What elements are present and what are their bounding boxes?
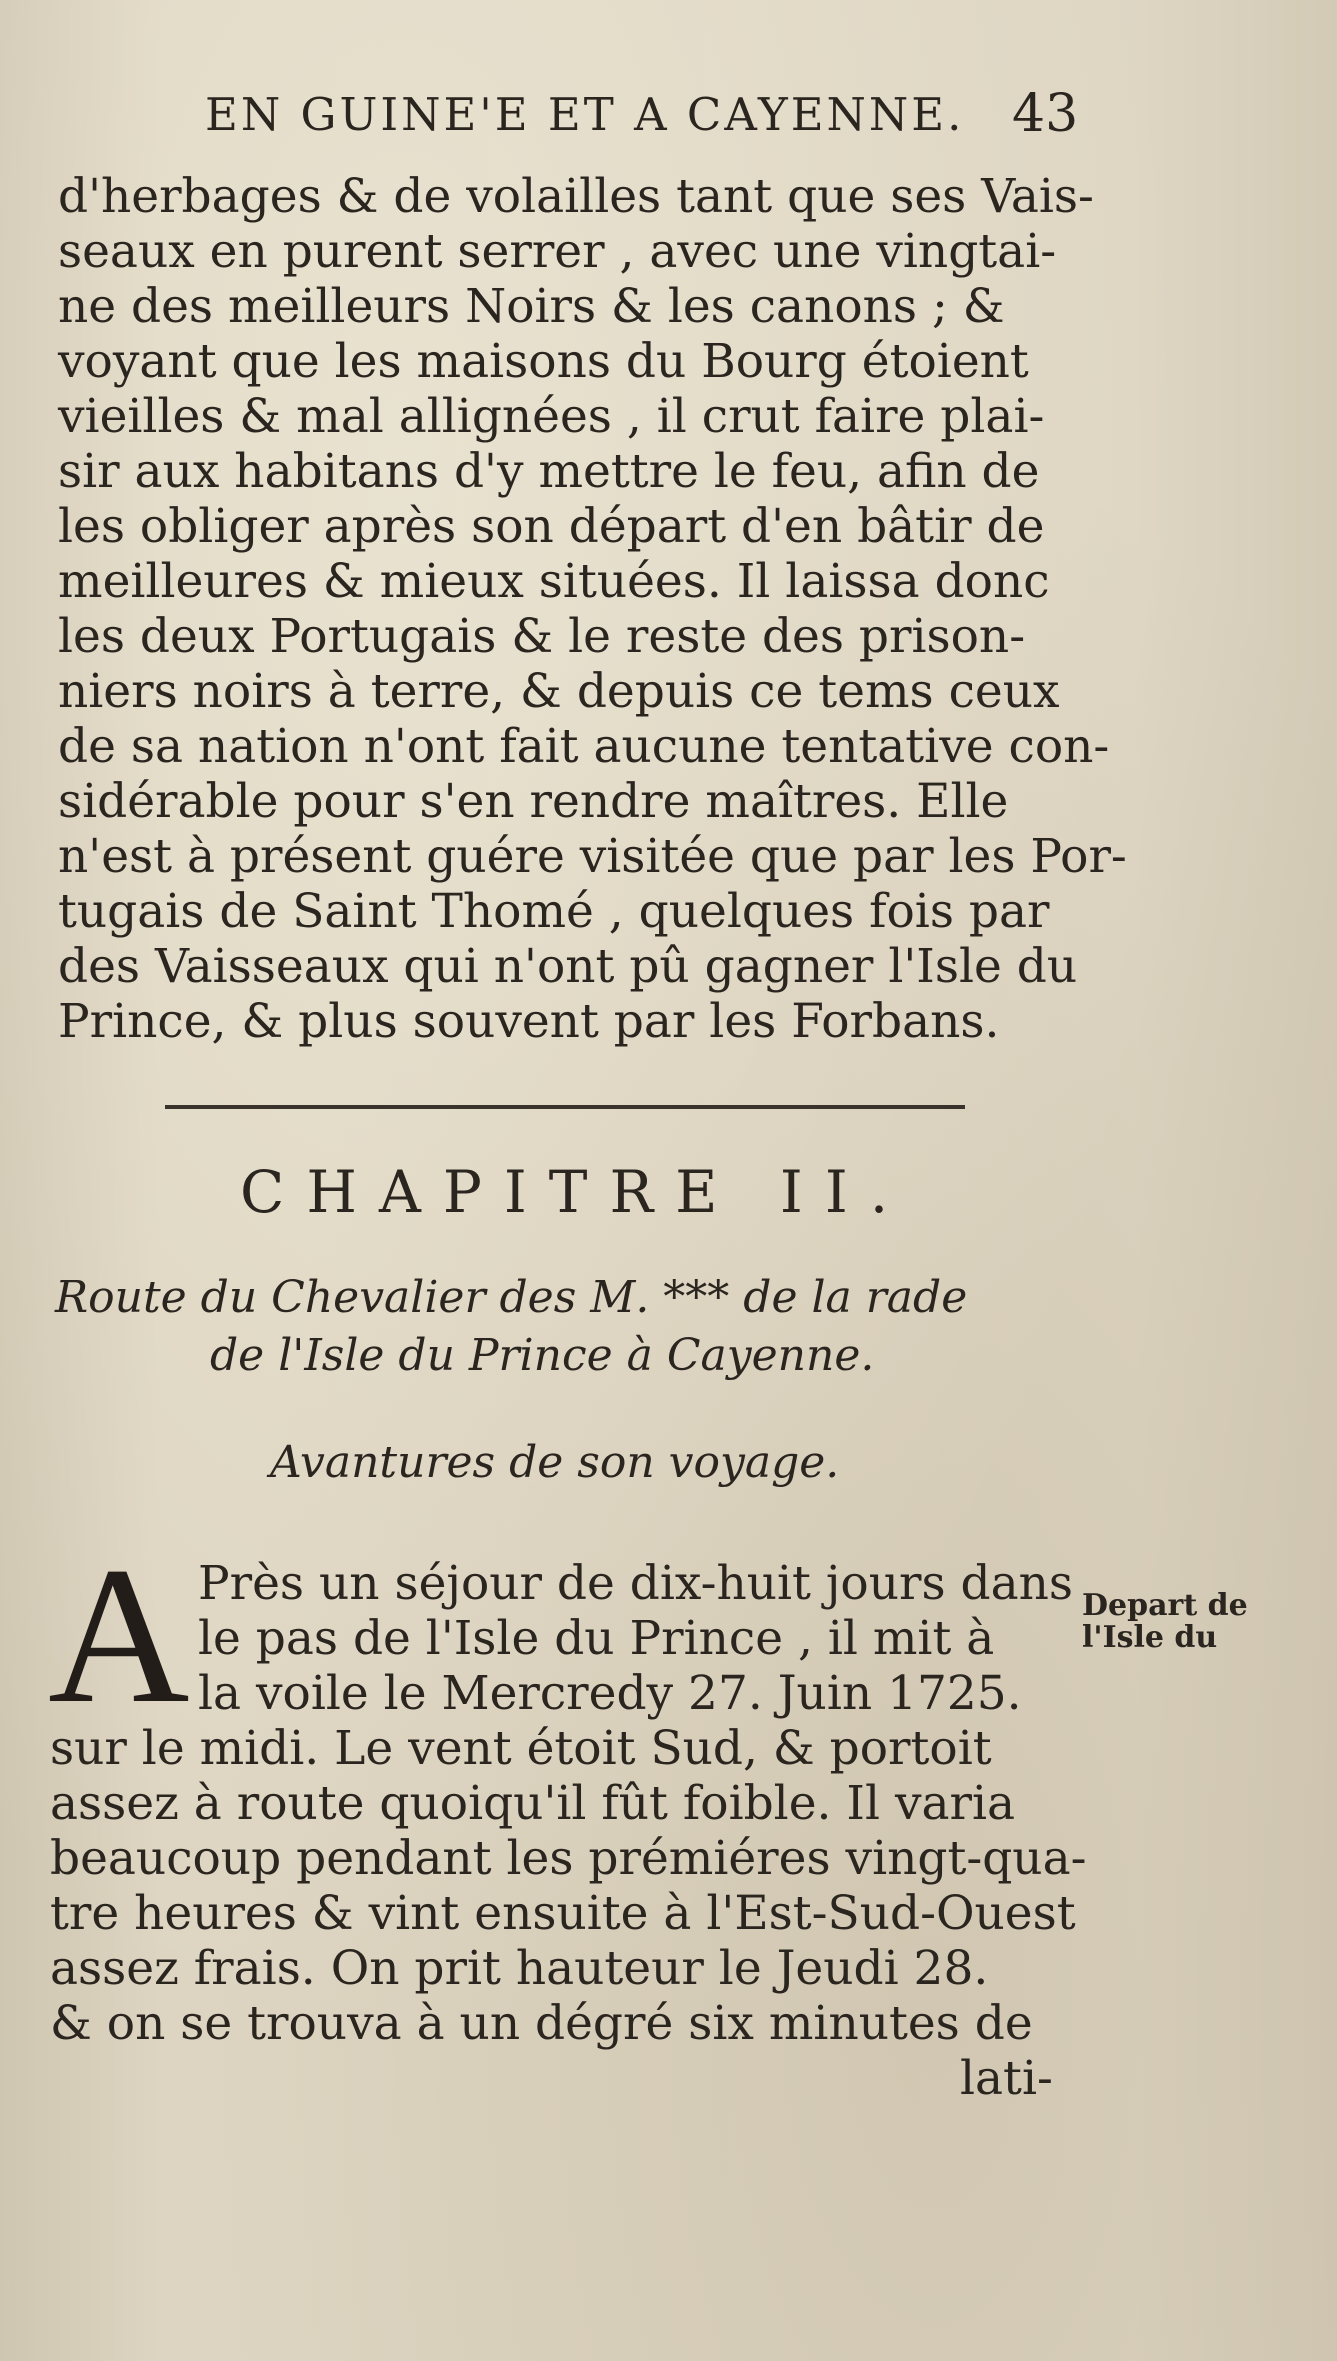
text-line: Prince, & plus souvent par les Forbans. bbox=[58, 994, 1000, 1049]
margin-note-line: Depart de bbox=[1082, 1588, 1248, 1623]
chapter-subtitle: de l'Isle du Prince à Cayenne. bbox=[210, 1330, 875, 1381]
text-line: les obliger après son départ d'en bâtir de bbox=[58, 499, 1045, 554]
text-line: sur le midi. Le vent étoit Sud, & portoit bbox=[50, 1721, 992, 1776]
text-line: les deux Portugais & le reste des prison- bbox=[58, 609, 1026, 664]
text-line: tre heures & vint ensuite à l'Est-Sud-Ouest bbox=[50, 1886, 1076, 1941]
text-line: assez frais. On prit hauteur le Jeudi 28. bbox=[50, 1941, 989, 1996]
text-line: meilleures & mieux situées. Il laissa donc bbox=[58, 554, 1050, 609]
text-line: beaucoup pendant les prémiéres vingt-qua- bbox=[50, 1831, 1087, 1886]
text-line: assez à route quoiqu'il fût foible. Il varia bbox=[50, 1776, 1016, 1831]
text-line: de sa nation n'ont fait aucune tentative con- bbox=[58, 719, 1110, 774]
text-line: voyant que les maisons du Bourg étoient bbox=[58, 334, 1029, 389]
text-line: tugais de Saint Thomé , quelques fois par bbox=[58, 884, 1050, 939]
text-line: d'herbages & de volailles tant que ses Vais- bbox=[58, 169, 1094, 224]
catchword: lati- bbox=[960, 2051, 1053, 2106]
text-line: la voile le Mercredy 27. Juin 1725. bbox=[198, 1666, 1022, 1721]
page-number: 43 bbox=[1012, 84, 1079, 144]
chapter-subtitle: Avantures de son voyage. bbox=[270, 1437, 840, 1488]
text-line: sidérable pour s'en rendre maîtres. Elle bbox=[58, 774, 1009, 829]
text-line: ne des meilleurs Noirs & les canons ; & bbox=[58, 279, 1005, 334]
text-line: sir aux habitans d'y mettre le feu, afin de bbox=[58, 444, 1040, 499]
text-line: & on se trouva à un dégré six minutes de bbox=[50, 1996, 1033, 2051]
text-line: vieilles & mal allignées , il crut faire plai- bbox=[58, 389, 1045, 444]
text-line: Près un séjour de dix-huit jours dans bbox=[198, 1556, 1074, 1611]
text-line: des Vaisseaux qui n'ont pû gagner l'Isle du bbox=[58, 939, 1078, 994]
chapter-subtitle: Route du Chevalier des M. *** de la rade bbox=[55, 1272, 968, 1323]
margin-note-line: l'Isle du bbox=[1082, 1620, 1218, 1655]
text-line: niers noirs à terre, & depuis ce tems ceux bbox=[58, 664, 1060, 719]
margin-note bbox=[1082, 1590, 1248, 1654]
text-line: le pas de l'Isle du Prince , il mit à bbox=[198, 1611, 995, 1666]
running-head: EN GUINE'E ET A CAYENNE. bbox=[205, 88, 965, 141]
section-divider bbox=[165, 1105, 965, 1109]
drop-cap: A bbox=[48, 1527, 190, 1744]
text-line: n'est à présent guére visitée que par les Por- bbox=[58, 829, 1127, 884]
text-line: seaux en purent serrer , avec une vingtai- bbox=[58, 224, 1057, 279]
chapter-title: CHAPITRE II. bbox=[240, 1158, 911, 1226]
